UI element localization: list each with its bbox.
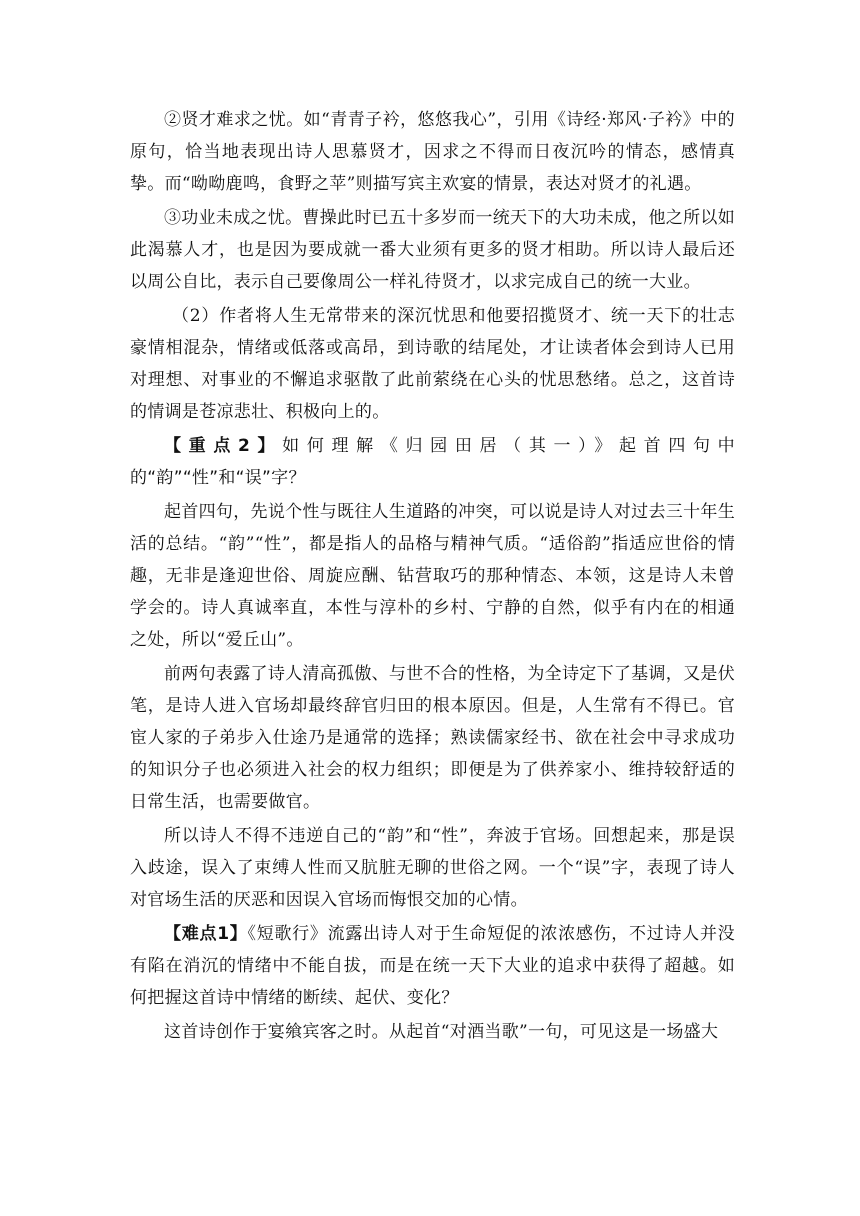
paragraph-difficult-point-1 (130, 918, 735, 1014)
key-point-question: 如何理解《归园田居（其一）》起首四句中的“韵”“性”和“误”字？ (130, 436, 735, 488)
paragraph-achievement-worry: ③功业未成之忧。曹操此时已五十多岁而一统天下的大功未成，他之所以如此渴慕人才，也是因为要成就一番大业须有更多的贤才相助。所以诗人最后还以周公自比，表示自己要像周公一样礼待贤才，以求完成自己的统一大业。 (130, 208, 735, 292)
paragraph-banquet-context: 这首诗创作于宴飨宾客之时。从起首“对酒当歌”一句，可见这是一场盛大 (164, 1022, 719, 1042)
paragraph-key-point-2 (130, 430, 735, 494)
paragraph-first-two-lines: 前两句表露了诗人清高孤傲、与世不合的性格，为全诗定下了基调，又是伏笔，是诗人进入官场却最终辞官归田的根本原因。但是，人生常有不得已。官宦人家的子弟步入仕途乃是通常的选择；熟读儒家经书、欲在社会中寻求成功的知识分子也必须进入社会的权力组织；即便是为了供养家小、维持较舒适的日常生活，也需要做官。 (130, 664, 735, 812)
document-page (130, 104, 735, 1050)
paragraph-opening-four-lines: 起首四句，先说个性与既往人生道路的冲突，可以说是诗人对过去三十年生活的总结。“韵”“性”，都是指人的品格与精神气质。“适俗韵”指适应世俗的情趣，无非是逢迎世俗、周旋应酬、钻营取巧的那种情态、本领，这是诗人未曾学会的。诗人真诚率直，本性与淳朴的乡村、宁静的自然，似乎有内在的相通之处，所以“爱丘山”。 (130, 502, 735, 650)
difficult-point-tag: 【难点1】 (164, 924, 248, 944)
paragraph-talent-worry: ②贤才难求之忧。如“青青子衿，悠悠我心”，引用《诗经·郑风·子衿》中的原句，恰当地表现出诗人思慕贤才，因求之不得而日夜沉吟的情态，感情真挚。而“呦呦鹿鸣，食野之苹”则描写宾主欢宴的情景，表达对贤才的礼遇。 (130, 110, 735, 194)
paragraph-wu-character: 所以诗人不得不违逆自己的“韵”和“性”，奔波于官场。回想起来，那是误入歧途，误入了束缚人性而又肮脏无聊的世俗之网。一个“误”字，表现了诗人对官场生活的厌恶和因误入官场而悔恨交加的心情。 (130, 826, 735, 910)
key-point-tag: 【重点2】 (164, 436, 283, 456)
difficult-point-question: 《短歌行》流露出诗人对于生命短促的浓浓感伤，不过诗人并没有陷在消沉的情绪中不能自拔，而是在统一天下大业的追求中获得了超越。如何把握这首诗中情绪的断续、起伏、变化？ (130, 924, 735, 1008)
paragraph-point-2: （2）作者将人生无常带来的深沉忧思和他要招揽贤才、统一天下的壮志豪情相混杂，情绪或低落或高昂，到诗歌的结尾处，才让读者体会到诗人已用对理想、对事业的不懈追求驱散了此前萦绕在心头的忧思愁绪。总之，这首诗的情调是苍凉悲壮、积极向上的。 (130, 306, 735, 422)
